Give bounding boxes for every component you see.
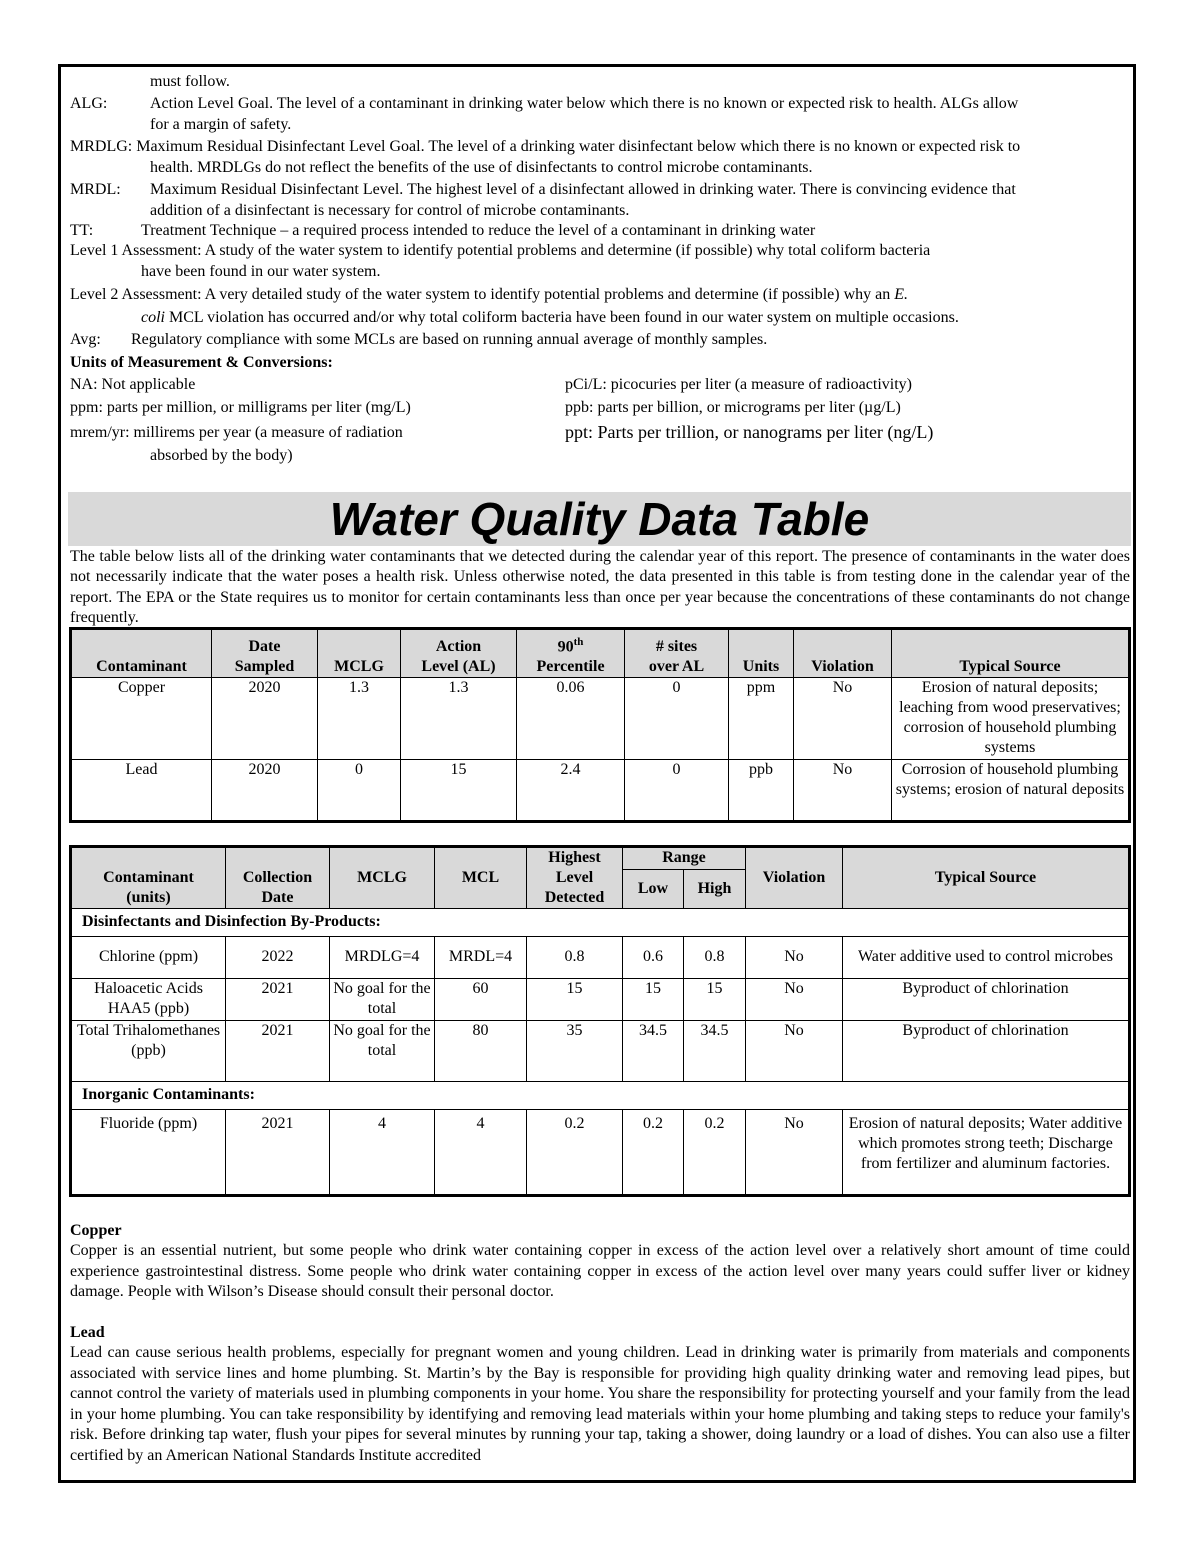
col-header-collection-date: Collection Date: [226, 847, 330, 909]
definition-alg-cont: for a margin of safety.: [150, 116, 292, 133]
col-header-mclg: MCLG: [330, 847, 435, 909]
lead-heading: Lead: [70, 1324, 105, 1341]
definition-mrdl-cont: addition of a disinfectant is necessary for control of microbe contaminants.: [150, 202, 630, 219]
cell-units: ppm: [729, 678, 794, 760]
definition-alg: Action Level Goal. The level of a contaminant in drinking water below which there is no known or expected risk to health. ALGs allow: [150, 95, 1019, 112]
col-header-highest-level: Highest Level Detected: [527, 847, 623, 909]
cell-contaminant: Lead: [71, 760, 212, 822]
col-header-mcl: MCL: [435, 847, 527, 909]
definition-continuation: must follow.: [150, 73, 230, 90]
col-header-typical-source: Typical Source: [843, 847, 1130, 909]
cell-low: 15: [623, 979, 684, 1021]
section-row-inorganic: [71, 1082, 1130, 1110]
table-header-row: [71, 847, 1130, 870]
cell-mcl: 4: [435, 1110, 527, 1196]
cell-highest: 0.8: [527, 937, 623, 979]
term-alg: ALG:: [70, 95, 108, 112]
col-header-violation: Violation: [746, 847, 843, 909]
col-header-violation: Violation: [794, 629, 892, 678]
cell-source: Erosion of natural deposits; Water additive which promotes strong teeth; Discharge from fertilizer and aluminum factories.: [843, 1110, 1130, 1196]
cell-highest: 35: [527, 1021, 623, 1082]
unit-ppb: ppb: parts per billion, or micrograms per liter (µg/L): [565, 399, 901, 416]
cell-date: 2020: [212, 678, 318, 760]
cell-units: ppb: [729, 760, 794, 822]
unit-na: NA: Not applicable: [70, 376, 196, 393]
cell-mclg: 0: [318, 760, 401, 822]
table-row: [71, 1021, 1130, 1082]
cell-mclg: MRDLG=4: [330, 937, 435, 979]
col-header-typical-source: Typical Source: [892, 629, 1130, 678]
lead-copper-table: [69, 627, 1131, 823]
cell-action-level: 15: [401, 760, 517, 822]
cell-highest: 15: [527, 979, 623, 1021]
cell-violation: No: [746, 1021, 843, 1082]
cell-source: Byproduct of chlorination: [843, 979, 1130, 1021]
cell-date: 2021: [226, 979, 330, 1021]
cell-source: Erosion of natural deposits; leaching from wood preservatives; corrosion of household plumbing systems: [892, 678, 1130, 760]
cell-high: 15: [684, 979, 746, 1021]
lead-paragraph: Lead can cause serious health problems, especially for pregnant women and young children. Lead in drinking water is primarily from materials and components associated with service lines and home plumbing. St. Martin’s by the Bay is responsible for providing high quality drinking water and removing lead pipes, but cannot control the variety of materials used in plumbing components in your home. You share the responsibility for protecting yourself and your family from the lead in your home plumbing. You can take responsibility by identifying and removing lead materials within your home plumbing and taking steps to reduce your family's risk. Before drinking tap water, flush your pipes for several minutes by running your tap, taking a shower, doing laundry or a load of dishes. You can also use a filter certified by an American National Standards Institute accredited: [70, 1344, 1130, 1464]
cell-low: 0.2: [623, 1110, 684, 1196]
cell-source: Water additive used to control microbes: [843, 937, 1130, 979]
cell-contaminant: Fluoride (ppm): [71, 1110, 226, 1196]
col-header-mclg: MCLG: [318, 629, 401, 678]
col-header-sites-over-al: # sites over AL: [625, 629, 729, 678]
term-avg: Avg:: [70, 331, 101, 348]
col-header-units: Units: [729, 629, 794, 678]
unit-pci: pCi/L: picocuries per liter (a measure of radioactivity): [565, 376, 912, 393]
cell-mcl: 80: [435, 1021, 527, 1082]
cell-mclg: 4: [330, 1110, 435, 1196]
col-header-90th-percentile: 90th Percentile: [517, 629, 625, 678]
cell-highest: 0.2: [527, 1110, 623, 1196]
cell-source: Byproduct of chlorination: [843, 1021, 1130, 1082]
section-label: Disinfectants and Disinfection By-Products:: [71, 909, 1130, 937]
unit-mrem: mrem/yr: millirems per year (a measure of radiation: [70, 424, 403, 441]
cell-mclg: No goal for the total: [330, 1021, 435, 1082]
section-label: Inorganic Contaminants:: [71, 1082, 1130, 1110]
cell-high: 34.5: [684, 1021, 746, 1082]
cell-mcl: 60: [435, 979, 527, 1021]
definition-level2: Level 2 Assessment: A very detailed study of the water system to identify potential problems and determine (if possible) why an E.: [70, 286, 909, 303]
cell-contaminant: Total Trihalomethanes (ppb): [71, 1021, 226, 1082]
definition-tt: Treatment Technique – a required process intended to reduce the level of a contaminant in drinking water: [141, 222, 816, 239]
section-row-disinfectants: [71, 909, 1130, 937]
definition-avg: Regulatory compliance with some MCLs are based on running annual average of monthly samples.: [131, 331, 768, 348]
col-header-date-sampled: Date Sampled: [212, 629, 318, 678]
table-row: [71, 1110, 1130, 1196]
intro-paragraph: The table below lists all of the drinking water contaminants that we detected during the calendar year of this report. The presence of contaminants in the water does not necessarily indicate that the water poses a health risk. Unless otherwise noted, the data presented in this table is from testing done in the calendar year of the report. The EPA or the State requires us to monitor for certain contaminants less than once per year because the concentrations of these contaminants do not change frequently.: [70, 548, 1130, 627]
term-mrdl: MRDL:: [70, 181, 121, 198]
cell-mcl: MRDL=4: [435, 937, 527, 979]
cell-percentile: 0.06: [517, 678, 625, 760]
cell-contaminant: Chlorine (ppm): [71, 937, 226, 979]
col-header-contaminant: Contaminant: [71, 629, 212, 678]
cell-action-level: 1.3: [401, 678, 517, 760]
cell-contaminant: Haloacetic Acids HAA5 (ppb): [71, 979, 226, 1021]
col-header-high: High: [684, 869, 746, 908]
units-heading: Units of Measurement & Conversions:: [70, 354, 333, 371]
cell-source: Corrosion of household plumbing systems; erosion of natural deposits: [892, 760, 1130, 822]
table-row: [71, 678, 1130, 760]
cell-date: 2022: [226, 937, 330, 979]
cell-violation: No: [746, 1110, 843, 1196]
cell-low: 0.6: [623, 937, 684, 979]
cell-low: 34.5: [623, 1021, 684, 1082]
cell-violation: No: [746, 937, 843, 979]
col-header-contaminant: Contaminant (units): [71, 847, 226, 909]
definition-level1-cont: have been found in our water system.: [141, 263, 381, 280]
cell-mclg: 1.3: [318, 678, 401, 760]
section-title: Water Quality Data Table: [329, 493, 870, 545]
cell-sites: 0: [625, 760, 729, 822]
term-tt: TT:: [70, 222, 94, 239]
col-header-range: Range: [623, 847, 746, 870]
cell-violation: No: [794, 760, 892, 822]
cell-sites: 0: [625, 678, 729, 760]
col-header-action-level: Action Level (AL): [401, 629, 517, 678]
definition-mrdlg-cont: health. MRDLGs do not reflect the benefits of the use of disinfectants to control microbe contaminants.: [150, 159, 813, 176]
definition-mrdlg: MRDLG: Maximum Residual Disinfectant Level Goal. The level of a drinking water disinfectant below which there is no known or expected risk to: [70, 138, 1021, 155]
copper-paragraph: Copper is an essential nutrient, but some people who drink water containing copper in excess of the action level over a relatively short amount of time could experience gastrointestinal distress. Some people who drink water containing copper in excess of the action level over many years could suffer liver or kidney damage. People with Wilson’s Disease should consult their personal doctor.: [70, 1242, 1130, 1301]
table-row: [71, 937, 1130, 979]
unit-ppm: ppm: parts per million, or milligrams per liter (mg/L): [70, 399, 411, 416]
cell-date: 2021: [226, 1110, 330, 1196]
col-header-low: Low: [623, 869, 684, 908]
contaminant-table: [69, 845, 1131, 1197]
unit-mrem-cont: absorbed by the body): [150, 447, 293, 464]
cell-contaminant: Copper: [71, 678, 212, 760]
definition-level2-cont: coli MCL violation has occurred and/or why total coliform bacteria have been found in our water system on multiple occasions.: [141, 309, 959, 326]
table-row: [71, 979, 1130, 1021]
definition-mrdl: Maximum Residual Disinfectant Level. The highest level of a disinfectant allowed in drinking water. There is convincing evidence that: [150, 181, 1016, 198]
cell-violation: No: [794, 678, 892, 760]
table-row: [71, 760, 1130, 822]
unit-ppt: ppt: Parts per trillion, or nanograms per liter (ng/L): [565, 422, 934, 442]
cell-date: 2020: [212, 760, 318, 822]
copper-heading: Copper: [70, 1222, 122, 1239]
cell-date: 2021: [226, 1021, 330, 1082]
cell-violation: No: [746, 979, 843, 1021]
cell-high: 0.8: [684, 937, 746, 979]
cell-mclg: No goal for the total: [330, 979, 435, 1021]
definition-level1: Level 1 Assessment: A study of the water system to identify potential problems and determine (if possible) why total coliform bacteria: [70, 242, 931, 259]
cell-high: 0.2: [684, 1110, 746, 1196]
cell-percentile: 2.4: [517, 760, 625, 822]
table-header-row: [71, 629, 1130, 678]
